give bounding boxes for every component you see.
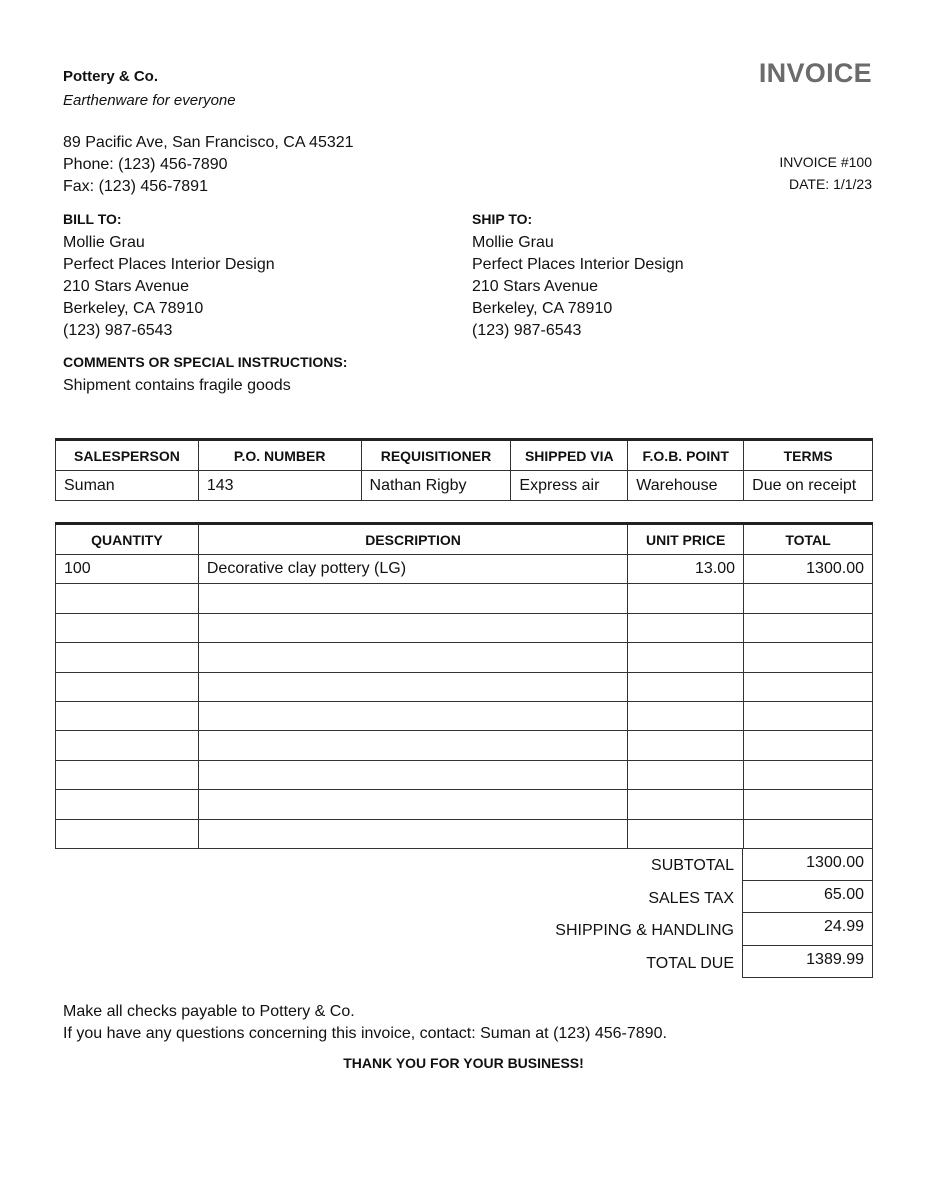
- footer-notes: [63, 1001, 667, 1045]
- company-fax: Fax: (123) 456-7891: [63, 178, 208, 195]
- total-cell: [744, 643, 873, 672]
- description-cell: Decorative clay pottery (LG): [198, 555, 627, 584]
- table-row: [56, 819, 873, 848]
- quantity-cell: 100: [56, 555, 199, 584]
- total-cell: 1300.00: [744, 555, 873, 584]
- unit-price-cell: [628, 760, 744, 789]
- unit-price-cell: [628, 643, 744, 672]
- unit-price-cell: [628, 672, 744, 701]
- totals-block: [540, 848, 873, 978]
- fob-point-cell: Warehouse: [628, 471, 744, 501]
- description-cell: [198, 584, 627, 613]
- quantity-cell: [56, 701, 199, 730]
- table-row: [56, 790, 873, 819]
- po-number-cell: 143: [198, 471, 361, 501]
- column-header: TERMS: [744, 440, 873, 471]
- invoice-date: DATE: 1/1/23: [788, 176, 872, 192]
- order-value-row: [56, 471, 873, 501]
- column-header: SHIPPED VIA: [511, 440, 628, 471]
- table-row: [56, 613, 873, 642]
- ship-to-line: Mollie Grau: [472, 234, 554, 251]
- total-cell: [744, 760, 873, 789]
- unit-price-cell: [628, 790, 744, 819]
- quantity-cell: [56, 819, 199, 848]
- bill-to-block: [63, 210, 275, 342]
- ship-to-label: SHIP TO:: [472, 211, 533, 227]
- contact-note: If you have any questions concerning this invoice, contact: Suman at (123) 456-7890.: [63, 1025, 667, 1042]
- table-row: [56, 672, 873, 701]
- subtotal-row: [540, 848, 873, 881]
- description-cell: [198, 613, 627, 642]
- total-cell: [744, 672, 873, 701]
- quantity-cell: [56, 731, 199, 760]
- subtotal-value: 1300.00: [742, 848, 873, 881]
- ship-to-line: 210 Stars Avenue: [472, 278, 599, 295]
- company-contact: [63, 132, 354, 198]
- quantity-cell: [56, 790, 199, 819]
- company-tagline: Earthenware for everyone: [63, 92, 236, 109]
- quantity-cell: [56, 760, 199, 789]
- bill-to-label: BILL TO:: [63, 211, 122, 227]
- invoice-meta: [779, 151, 872, 195]
- total-due-value: 1389.99: [742, 946, 873, 979]
- shipping-row: [540, 913, 873, 946]
- total-cell: [744, 790, 873, 819]
- column-header: SALESPERSON: [56, 440, 199, 471]
- table-row: [56, 643, 873, 672]
- bill-to-line: 210 Stars Avenue: [63, 278, 190, 295]
- subtotal-label: SUBTOTAL: [651, 857, 734, 874]
- salesperson-cell: Suman: [56, 471, 199, 501]
- bill-to-line: Perfect Places Interior Design: [63, 256, 275, 273]
- invoice-number: INVOICE #100: [779, 154, 872, 170]
- ship-to-line: Perfect Places Interior Design: [472, 256, 684, 273]
- ship-to-line: (123) 987-6543: [472, 322, 582, 339]
- bill-to-line: Berkeley, CA 78910: [63, 300, 204, 317]
- description-cell: [198, 819, 627, 848]
- unit-price-cell: [628, 819, 744, 848]
- table-row: [56, 584, 873, 613]
- comments-label: COMMENTS OR SPECIAL INSTRUCTIONS:: [63, 354, 348, 370]
- column-header: DESCRIPTION: [198, 524, 627, 555]
- column-header: TOTAL: [744, 524, 873, 555]
- quantity-cell: [56, 672, 199, 701]
- unit-price-cell: [628, 731, 744, 760]
- description-cell: [198, 760, 627, 789]
- total-due-row: [540, 946, 873, 979]
- thank-you-note: THANK YOU FOR YOUR BUSINESS!: [343, 1055, 584, 1071]
- description-cell: [198, 643, 627, 672]
- table-row: [56, 555, 873, 584]
- quantity-cell: [56, 613, 199, 642]
- unit-price-cell: 13.00: [628, 555, 744, 584]
- terms-cell: Due on receipt: [744, 471, 873, 501]
- ship-to-block: [472, 210, 684, 342]
- shipping-value: 24.99: [742, 913, 873, 946]
- sales-tax-row: [540, 881, 873, 914]
- quantity-cell: [56, 584, 199, 613]
- column-header: REQUISITIONER: [361, 440, 511, 471]
- description-cell: [198, 731, 627, 760]
- table-row: [56, 701, 873, 730]
- company-name: Pottery & Co.: [63, 68, 159, 85]
- unit-price-cell: [628, 701, 744, 730]
- total-cell: [744, 613, 873, 642]
- shipped-via-cell: Express air: [511, 471, 628, 501]
- column-header: P.O. NUMBER: [198, 440, 361, 471]
- description-cell: [198, 701, 627, 730]
- total-cell: [744, 584, 873, 613]
- comments-block: [63, 353, 347, 397]
- checks-note: Make all checks payable to Pottery & Co.: [63, 1003, 355, 1020]
- unit-price-cell: [628, 613, 744, 642]
- column-header: UNIT PRICE: [628, 524, 744, 555]
- requisitioner-cell: Nathan Rigby: [361, 471, 511, 501]
- column-header: F.O.B. POINT: [628, 440, 744, 471]
- comments-text: Shipment contains fragile goods: [63, 377, 291, 394]
- description-cell: [198, 672, 627, 701]
- invoice-title: INVOICE: [758, 58, 872, 88]
- quantity-cell: [56, 643, 199, 672]
- sales-tax-label: SALES TAX: [648, 889, 734, 907]
- company-phone: Phone: (123) 456-7890: [63, 156, 228, 173]
- items-header-row: [56, 524, 873, 555]
- table-row: [56, 731, 873, 760]
- unit-price-cell: [628, 584, 744, 613]
- description-cell: [198, 790, 627, 819]
- bill-to-line: (123) 987-6543: [63, 322, 173, 339]
- order-header-row: [56, 440, 873, 471]
- total-due-label: TOTAL DUE: [646, 954, 734, 972]
- total-cell: [744, 819, 873, 848]
- total-cell: [744, 731, 873, 760]
- order-info-table: [55, 438, 873, 501]
- table-row: [56, 760, 873, 789]
- company-address: 89 Pacific Ave, San Francisco, CA 45321: [63, 134, 354, 151]
- column-header: QUANTITY: [56, 524, 199, 555]
- total-cell: [744, 701, 873, 730]
- sales-tax-value: 65.00: [742, 881, 873, 914]
- line-items-table: [55, 522, 873, 849]
- bill-to-line: Mollie Grau: [63, 234, 145, 251]
- ship-to-line: Berkeley, CA 78910: [472, 300, 613, 317]
- shipping-label: SHIPPING & HANDLING: [555, 922, 734, 939]
